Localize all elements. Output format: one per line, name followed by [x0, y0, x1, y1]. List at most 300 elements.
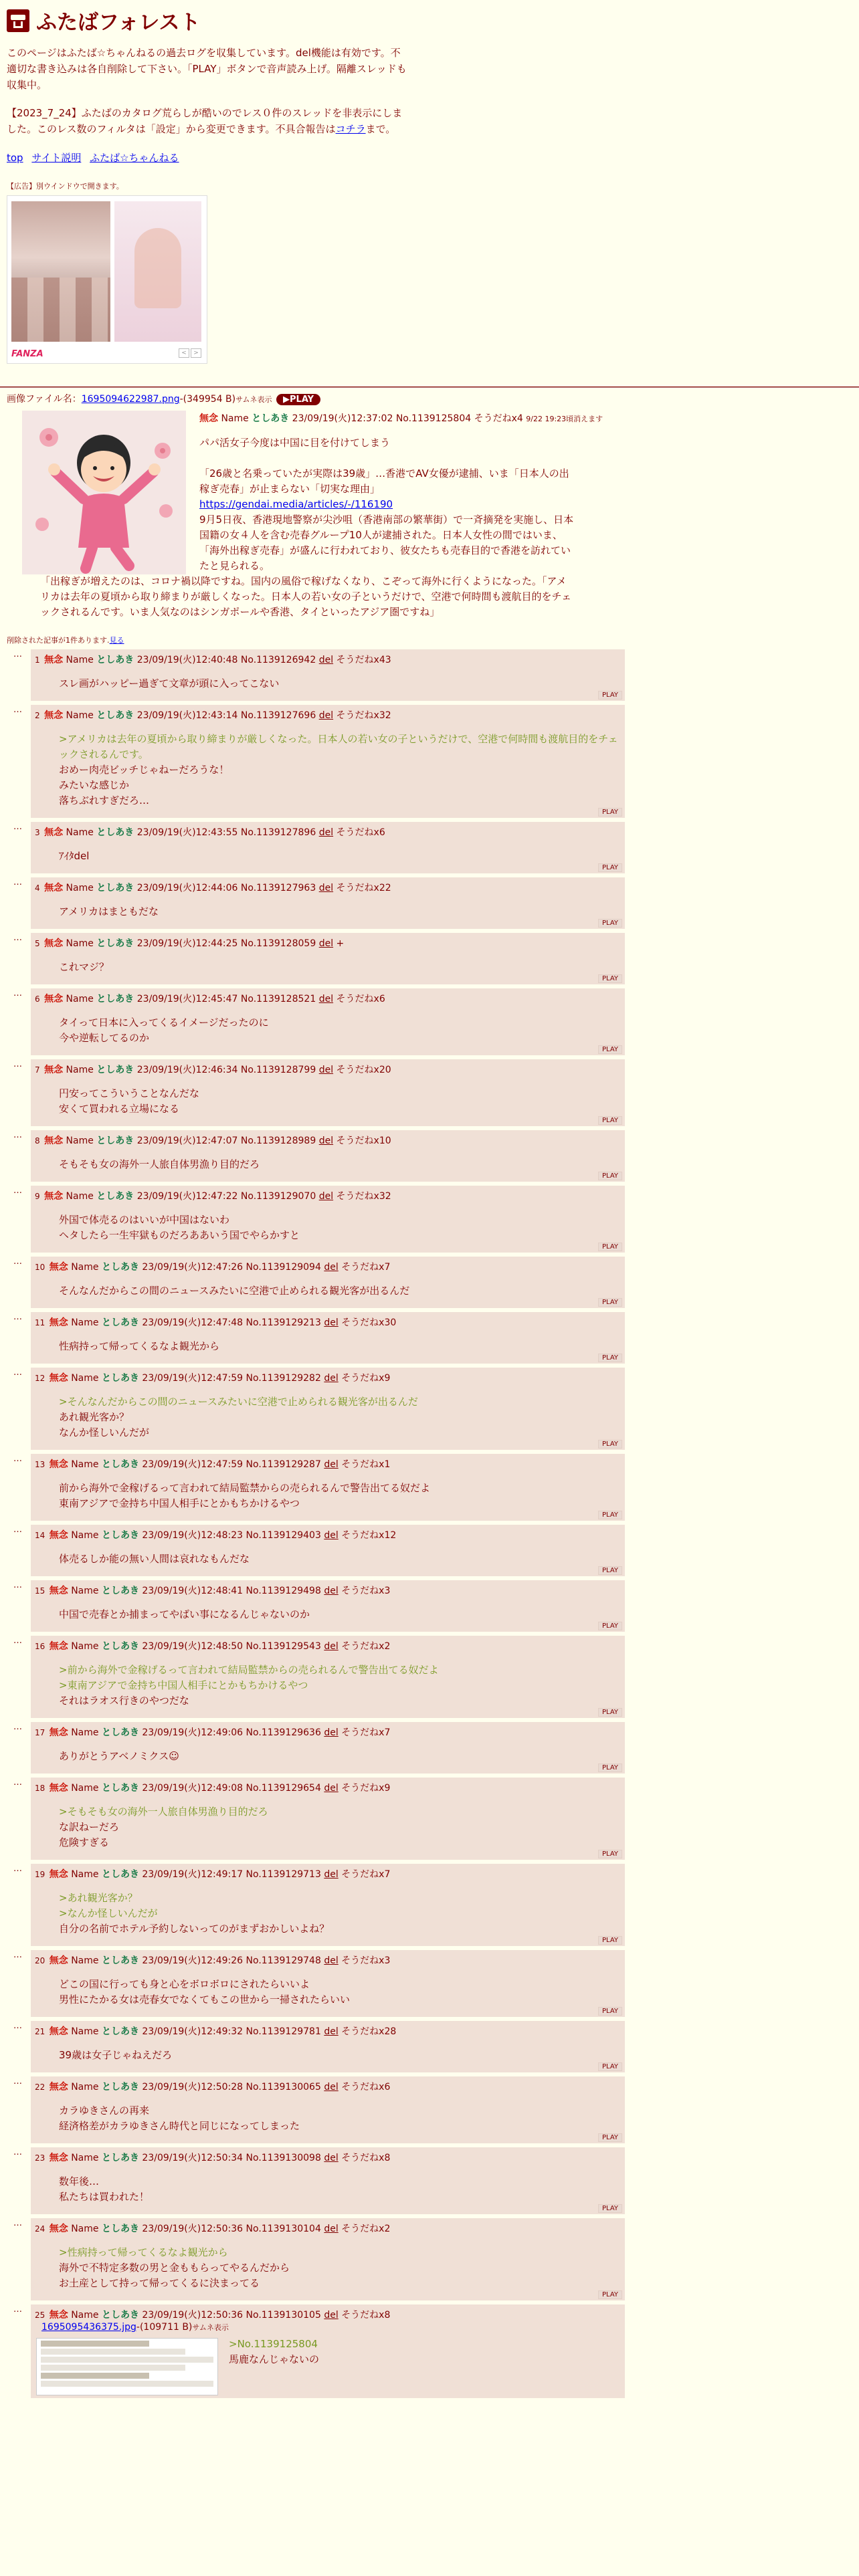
- body-line: 自分の名前でホテル予約しないってのがまずおかしいよね？: [59, 1923, 330, 1935]
- reply-meta: 9 無念 Name としあき 23/09/19(火)12:47:22 No.1139129070 del そうだねx32: [35, 1191, 391, 1202]
- body-line: 男性にたかる女は売春女でなくてもこの世から一掃されたらいい: [59, 1994, 351, 2006]
- reply-meta: 18 無念 Name としあき 23/09/19(火)12:49:08 No.1139129654 del そうだねx9: [35, 1783, 391, 1794]
- body-line: ｱｲﾀdel: [59, 850, 90, 862]
- soudane[interactable]: そうだねx3: [341, 1586, 391, 1596]
- reply-list: [7, 649, 852, 2300]
- soudane[interactable]: そうだねx28: [341, 2026, 397, 2037]
- reply-body: [59, 2174, 621, 2205]
- nav-about-link[interactable]: サイト説明: [31, 152, 82, 164]
- del-link[interactable]: del: [324, 1955, 339, 1966]
- reply-number: No.1139129403: [246, 1530, 321, 1541]
- reply-20: [13, 1950, 625, 2017]
- op-expiry: 9/22 19:23頃消えます: [526, 415, 603, 423]
- reply-menu-icon[interactable]: …: [13, 1722, 23, 1732]
- play-button[interactable]: PLAY: [598, 2007, 622, 2016]
- reply-body: [59, 732, 621, 809]
- body-line: 円安ってこういうことなんだな: [59, 1087, 200, 1099]
- op-body-continued: 「出稼ぎが増えたのは、コロナ禍以降ですね。国内の風俗で稼げなくなり、こぞって海外に行くようになった。「アメリカは去年の夏頃から取り締まりが厳しくなった。日本人の若い女の子というだけで、空港で何時間も渡航目的をチェックされるんです。いま人気なのはシンガポールや香港、タイといったアジア圏ですね」: [40, 575, 572, 618]
- ad-cover-image: [11, 201, 110, 342]
- site-notice: 【2023_7_24】ふたばのカタログ荒らしが酷いのでレス０件のスレッドを非表示にしました。このレス数のフィルタは「設定」から変更できます。不具合報告はコチラまで。: [7, 107, 403, 135]
- del-link[interactable]: del: [318, 1065, 334, 1075]
- del-link[interactable]: del: [324, 2153, 339, 2163]
- op-number: No.1139125804: [395, 413, 472, 424]
- reply-21: [13, 2021, 625, 2072]
- del-link[interactable]: del: [324, 2224, 339, 2234]
- reply-body: [59, 904, 621, 920]
- reply-number: No.1139130104: [246, 2224, 321, 2234]
- reply-25: [13, 2304, 625, 2398]
- ad-brand-logo: FANZA: [11, 349, 43, 359]
- deleted-note: 削除された記事が1件あります.見る: [7, 636, 124, 645]
- reply-number: No.1139128059: [240, 938, 316, 949]
- del-link[interactable]: del: [318, 938, 334, 949]
- reply-body: [59, 1749, 621, 1764]
- reply-meta: 21 無念 Name としあき 23/09/19(火)12:49:32 No.1139129781 del そうだねx28: [35, 2026, 397, 2037]
- reply-meta: 15 無念 Name としあき 23/09/19(火)12:48:41 No.1139129498 del そうだねx3: [35, 1586, 391, 1596]
- reply-datetime: 23/09/19(火)12:46:34: [136, 1065, 238, 1075]
- reply-18: [13, 1778, 625, 1860]
- del-link[interactable]: del: [318, 1136, 334, 1146]
- show-deleted-link[interactable]: 見る: [109, 636, 124, 645]
- reply-number: No.1139129213: [246, 1317, 321, 1328]
- op-article-link[interactable]: https://gendai.media/articles/-/116190: [199, 498, 393, 510]
- reply-thumbnail[interactable]: [36, 2338, 218, 2395]
- reply-datetime: 23/09/19(火)12:47:22: [136, 1191, 238, 1202]
- reply-body: [59, 1212, 621, 1243]
- reply-datetime: 23/09/19(火)12:48:50: [142, 1641, 244, 1652]
- play-button[interactable]: PLAY: [598, 1116, 622, 1125]
- reply-number: No.1139129094: [246, 1262, 321, 1273]
- reply-body: [59, 1157, 621, 1172]
- reply-number: No.1139130065: [246, 2082, 321, 2092]
- reply-menu-icon[interactable]: …: [13, 1525, 23, 1535]
- ad-label: 【広告】別ウインドウで開きます。: [7, 182, 124, 191]
- quote-line: >性病持って帰ってくるなよ観光から: [59, 2246, 228, 2258]
- body-line: 中国で売春とか捕まってやばい事になるんじゃないのか: [59, 1608, 310, 1620]
- play-button[interactable]: PLAY: [598, 1243, 622, 1251]
- reply-10: [13, 1257, 625, 1308]
- op-play-button[interactable]: ▶PLAY: [276, 394, 320, 405]
- reply-number: No.1139129654: [246, 1783, 321, 1794]
- del-link[interactable]: del: [318, 883, 334, 893]
- reply-body: [59, 1086, 621, 1117]
- reply-meta: 2 無念 Name としあき 23/09/19(火)12:43:14 No.1139127696 del そうだねx32: [35, 710, 391, 721]
- reply-number: No.1139127896: [240, 827, 316, 838]
- site-title: [7, 5, 852, 35]
- reply-number: No.1139130098: [246, 2153, 321, 2163]
- nav-top-link[interactable]: top: [7, 152, 23, 164]
- ad-next-icon[interactable]: >: [191, 348, 201, 358]
- reply-meta: 25 無念 Name としあき 23/09/19(火)12:50:36 No.1139130105 del そうだねx8: [35, 2310, 391, 2321]
- site-logo-icon: [7, 9, 29, 32]
- reply-meta: 17 無念 Name としあき 23/09/19(火)12:49:06 No.1139129636 del そうだねx7: [35, 1727, 391, 1738]
- del-link[interactable]: del: [324, 2082, 339, 2092]
- soudane[interactable]: そうだねx2: [341, 2224, 391, 2234]
- body-line: 経済格差がカラゆきさん時代と同じになってしまった: [59, 2120, 300, 2132]
- body-line: カラゆきさんの再来: [59, 2105, 150, 2117]
- del-link[interactable]: del: [324, 1262, 339, 1273]
- reply-number: No.1139129781: [246, 2026, 321, 2037]
- reply-menu-icon[interactable]: …: [13, 1130, 23, 1140]
- reply-datetime: 23/09/19(火)12:50:28: [142, 2082, 244, 2092]
- soudane[interactable]: そうだねx43: [336, 655, 391, 665]
- soudane[interactable]: そうだねx6: [336, 827, 385, 838]
- reply-meta: 6 無念 Name としあき 23/09/19(火)12:45:47 No.1139128521 del そうだねx6: [35, 994, 385, 1004]
- soudane[interactable]: そうだねx3: [341, 1955, 391, 1966]
- reply-datetime: 23/09/19(火)12:47:59: [142, 1459, 244, 1470]
- del-link[interactable]: del: [318, 827, 334, 838]
- play-button[interactable]: PLAY: [598, 1763, 622, 1772]
- reply-body: [59, 960, 621, 975]
- play-button[interactable]: PLAY: [598, 1850, 622, 1858]
- body-line: な訳ねーだろ: [59, 1821, 120, 1833]
- reply-body: [59, 2048, 621, 2063]
- body-line: 私たちは買われた！: [59, 2191, 150, 2203]
- reply-menu-icon[interactable]: …: [13, 705, 23, 715]
- body-line: 体売るしか能の無い人間は哀れなもんだな: [59, 1553, 250, 1565]
- reply-meta: 22 無念 Name としあき 23/09/19(火)12:50:28 No.1139130065 del そうだねx6: [35, 2082, 391, 2092]
- body-line: 外国で体売るのはいいが中国はないわ: [59, 1214, 230, 1226]
- soudane[interactable]: そうだねx6: [341, 2082, 391, 2092]
- del-link[interactable]: del: [318, 994, 334, 1004]
- reply-datetime: 23/09/19(火)12:44:06: [136, 883, 238, 893]
- body-line: そんなんだからこの間のニュースみたいに空港で止められる観光客が出るんだ: [59, 1285, 410, 1297]
- play-button[interactable]: PLAY: [598, 1936, 622, 1945]
- play-button[interactable]: PLAY: [598, 1440, 622, 1448]
- body-line: 性病持って帰ってくるなよ観光から: [59, 1340, 220, 1352]
- op-thumbnail[interactable]: [22, 411, 186, 574]
- del-link[interactable]: del: [324, 1641, 339, 1652]
- body-line: タイって日本に入ってくるイメージだったのに: [59, 1016, 269, 1029]
- reply-meta: 19 無念 Name としあき 23/09/19(火)12:49:17 No.1139129713 del そうだねx7: [35, 1869, 391, 1880]
- reply-meta: 16 無念 Name としあき 23/09/19(火)12:48:50 No.1139129543 del そうだねx2: [35, 1641, 391, 1652]
- reply-7: [13, 1059, 625, 1126]
- body-line: 安くて買われる立場になる: [59, 1103, 180, 1115]
- op-datetime: 23/09/19(火)12:37:02: [292, 413, 393, 424]
- reply-meta: 14 無念 Name としあき 23/09/19(火)12:48:23 No.1139129403 del そうだねx12: [35, 1530, 397, 1541]
- del-link[interactable]: del: [324, 2026, 339, 2037]
- soudane[interactable]: そうだねx6: [336, 994, 385, 1004]
- reply-datetime: 23/09/19(火)12:50:34: [142, 2153, 244, 2163]
- reply-meta: 7 無念 Name としあき 23/09/19(火)12:46:34 No.1139128799 del そうだねx20: [35, 1065, 391, 1075]
- reply-4: [13, 877, 625, 929]
- reply-menu-icon[interactable]: …: [13, 1186, 23, 1196]
- body-line: 落ちぶれすぎだろ…: [59, 794, 150, 807]
- play-button[interactable]: PLAY: [598, 974, 622, 983]
- soudane[interactable]: そうだねx1: [341, 1459, 391, 1470]
- reply-menu-icon[interactable]: …: [13, 1778, 23, 1788]
- reply-menu-icon[interactable]: …: [13, 933, 23, 943]
- reply-body: [59, 1662, 621, 1709]
- thread: [0, 392, 859, 2398]
- reply-number: No.1139129498: [246, 1586, 321, 1596]
- play-button[interactable]: PLAY: [598, 2290, 622, 2299]
- reply-meta: 13 無念 Name としあき 23/09/19(火)12:47:59 No.1139129287 del そうだねx1: [35, 1459, 391, 1470]
- reply-5: [13, 933, 625, 984]
- del-link[interactable]: del: [324, 1459, 339, 1470]
- del-link[interactable]: del: [324, 1317, 339, 1328]
- quote-line: >そんなんだからこの間のニュースみたいに空港で止められる観光客が出るんだ: [59, 1396, 418, 1408]
- reply-datetime: 23/09/19(火)12:47:26: [142, 1262, 244, 1273]
- reply-menu-icon[interactable]: …: [13, 649, 23, 659]
- cheerful-person-illustration: [22, 411, 186, 574]
- header-separator: [0, 387, 859, 388]
- reply-datetime: 23/09/19(火)12:47:59: [142, 1373, 244, 1384]
- quote-line: >前から海外で金稼げるって言われて結局監禁からの売られるんで警告出てる奴だよ: [59, 1664, 439, 1676]
- body-line: みたいな感じか: [59, 779, 130, 791]
- reply-datetime: 23/09/19(火)12:49:32: [142, 2026, 244, 2037]
- reply-datetime: 23/09/19(火)12:47:07: [136, 1136, 238, 1146]
- reply-body: [59, 2103, 621, 2134]
- body-line: それはラオス行きのやつだな: [59, 1695, 189, 1707]
- ad-prev-icon[interactable]: <: [179, 348, 189, 358]
- op-meta: 無念 Name としあき 23/09/19(火)12:37:02 No.1139125804 そうだねx4 9/22 19:23頃消えます: [199, 413, 603, 424]
- op-soudane[interactable]: そうだねx4: [474, 413, 523, 424]
- play-button[interactable]: PLAY: [598, 691, 622, 700]
- reply-menu-icon[interactable]: …: [13, 1368, 23, 1378]
- reply-datetime: 23/09/19(火)12:49:26: [142, 1955, 244, 1966]
- body-line: アメリカはまともだな: [59, 905, 159, 918]
- reply-22: [13, 2076, 625, 2143]
- reply-1: [13, 649, 625, 701]
- reply-number: No.1139129287: [246, 1459, 321, 1470]
- reply-meta: 8 無念 Name としあき 23/09/19(火)12:47:07 No.1139128989 del そうだねx10: [35, 1136, 391, 1146]
- body-line: あれ観光客か？: [59, 1411, 130, 1423]
- reply-menu-icon[interactable]: …: [13, 2021, 23, 2031]
- ad-banner[interactable]: [7, 195, 207, 364]
- site-intro: このページはふたば☆ちゃんねるの過去ログを収集しています。del機能は有効です。不適切な書き込みは各自削除して下さい。「PLAY」ボタンで音声読み上げ。隔離スレッドも収集中。: [7, 47, 407, 91]
- soudane[interactable]: そうだねx32: [336, 710, 391, 721]
- ad-nav: [179, 348, 201, 358]
- body-line: 39歳は女子じゃねえだろ: [59, 2049, 173, 2061]
- del-link[interactable]: del: [318, 710, 334, 721]
- play-button[interactable]: PLAY: [598, 919, 622, 928]
- play-button[interactable]: PLAY: [598, 1708, 622, 1717]
- soudane[interactable]: そうだねx8: [341, 2153, 391, 2163]
- reply-body: [59, 1394, 621, 1440]
- reply-17: [13, 1722, 625, 1774]
- reply-24: [13, 2218, 625, 2300]
- quote-line: >あれ観光客か？: [59, 1892, 138, 1904]
- play-button[interactable]: PLAY: [598, 1172, 622, 1180]
- quote-line: >そもそも女の海外一人旅自体男漁り目的だろ: [59, 1806, 268, 1818]
- reply-meta: 5 無念 Name としあき 23/09/19(火)12:44:25 No.1139128059 del +: [35, 938, 345, 949]
- soudane[interactable]: そうだねx10: [336, 1136, 391, 1146]
- reply-9: [13, 1186, 625, 1253]
- reply-body: [59, 676, 621, 691]
- body-line: おめー肉売ビッチじゃねーだろうな！: [59, 764, 229, 776]
- reply-menu-icon[interactable]: …: [13, 1636, 23, 1646]
- reply-16: [13, 1636, 625, 1718]
- play-button[interactable]: PLAY: [598, 2204, 622, 2213]
- reply-body: [59, 1977, 621, 2008]
- body-line: スレ画がハッピー過ぎて文章が頭に入ってこない: [59, 677, 280, 689]
- body-line: 今や逆転してるのか: [59, 1032, 150, 1044]
- soudane[interactable]: そうだねx9: [341, 1783, 391, 1794]
- play-button[interactable]: PLAY: [598, 808, 622, 817]
- body-line: ヘタしたら一生牢獄ものだろああいう国でやらかすと: [59, 1229, 300, 1241]
- play-button[interactable]: PLAY: [598, 1045, 622, 1054]
- reply-meta: 4 無念 Name としあき 23/09/19(火)12:44:06 No.1139127963 del そうだねx22: [35, 883, 391, 893]
- reply-body: [59, 1804, 621, 1850]
- play-button[interactable]: PLAY: [598, 1298, 622, 1307]
- bug-report-link[interactable]: コチラ: [335, 123, 366, 135]
- play-button[interactable]: PLAY: [598, 863, 622, 872]
- reply-body: [59, 1339, 621, 1354]
- reply-menu-icon[interactable]: …: [13, 2304, 23, 2315]
- reply-3: [13, 822, 625, 873]
- body-line: そもそも女の海外一人旅自体男漁り目的だろ: [59, 1158, 260, 1170]
- reply-13: [13, 1454, 625, 1521]
- reply-menu-icon[interactable]: …: [13, 1864, 23, 1874]
- reply-body: >No.1139125804 馬鹿なんじゃないの: [229, 2338, 320, 2365]
- reply-menu-icon[interactable]: …: [13, 2218, 23, 2228]
- reply-datetime: 23/09/19(火)12:50:36: [142, 2224, 244, 2234]
- op-file-line: 画像ファイル名：1695094622987.png-(349954 B)サムネ表示 ▶PLAY: [7, 392, 852, 405]
- del-link[interactable]: del: [324, 1530, 339, 1541]
- nav-futaba-link[interactable]: ふたば☆ちゃんねる: [90, 152, 179, 164]
- soudane[interactable]: そうだねx20: [336, 1065, 391, 1075]
- op-subject: 無念: [199, 413, 218, 424]
- reply-8: [13, 1130, 625, 1182]
- reply-datetime: 23/09/19(火)12:40:48: [136, 655, 238, 665]
- soudane[interactable]: +: [336, 938, 345, 949]
- del-link[interactable]: del: [324, 2310, 339, 2321]
- reply-menu-icon[interactable]: …: [13, 877, 23, 887]
- reply-11: [13, 1312, 625, 1364]
- reply-number: No.1139126942: [240, 655, 316, 665]
- reply-meta: 11 無念 Name としあき 23/09/19(火)12:47:48 No.1139129213 del そうだねx30: [35, 1317, 397, 1328]
- del-link[interactable]: del: [324, 1783, 339, 1794]
- reply-datetime: 23/09/19(火)12:45:47: [136, 994, 238, 1004]
- reply-menu-icon[interactable]: …: [13, 2147, 23, 2157]
- reply-datetime: 23/09/19(火)12:43:55: [136, 827, 238, 838]
- body-line: ありがとうアベノミクス☺: [59, 1750, 179, 1762]
- soudane[interactable]: そうだねx30: [341, 1317, 397, 1328]
- reply-file-line: 1695095436375.jpg-(109711 B)サムネ表示: [41, 2322, 229, 2333]
- reply-number: No.1139129748: [246, 1955, 321, 1966]
- reply-19: [13, 1864, 625, 1946]
- reply-meta: 12 無念 Name としあき 23/09/19(火)12:47:59 No.1139129282 del そうだねx9: [35, 1373, 391, 1384]
- reply-body: [59, 849, 621, 864]
- reply-menu-icon[interactable]: …: [13, 1059, 23, 1069]
- reply-body: [59, 2245, 621, 2291]
- reply-file-link[interactable]: 1695095436375.jpg: [41, 2322, 136, 2333]
- del-link[interactable]: del: [324, 1586, 339, 1596]
- play-button[interactable]: PLAY: [598, 1566, 622, 1575]
- reply-menu-icon[interactable]: …: [13, 1257, 23, 1267]
- soudane[interactable]: そうだねx8: [341, 2310, 391, 2321]
- op-post: [199, 408, 852, 574]
- reply-6: [13, 988, 625, 1055]
- quote-line: >なんか怪しいんだが: [59, 1907, 158, 1919]
- reply-menu-icon[interactable]: …: [13, 1454, 23, 1464]
- reply-meta: 20 無念 Name としあき 23/09/19(火)12:49:26 No.1139129748 del そうだねx3: [35, 1955, 391, 1966]
- reply-body: [59, 1607, 621, 1622]
- reply-body: [59, 1891, 621, 1937]
- reply-14: [13, 1525, 625, 1576]
- reply-datetime: 23/09/19(火)12:48:41: [142, 1586, 244, 1596]
- body-line: お土産として持って帰ってくるに決まってる: [59, 2277, 260, 2289]
- reply-meta: 24 無念 Name としあき 23/09/19(火)12:50:36 No.1139130104 del そうだねx2: [35, 2224, 391, 2234]
- soudane[interactable]: そうだねx2: [341, 1641, 391, 1652]
- reply-menu-icon[interactable]: …: [13, 1312, 23, 1322]
- reply-menu-icon[interactable]: …: [13, 988, 23, 998]
- reply-number: No.1139129713: [246, 1869, 321, 1880]
- site-header: [0, 0, 859, 364]
- op-file-link[interactable]: 1695094622987.png: [81, 394, 180, 405]
- reply-body: [59, 1481, 621, 1511]
- reply-menu-icon[interactable]: …: [13, 2076, 23, 2086]
- reply-number: No.1139129543: [246, 1641, 321, 1652]
- reply-menu-icon[interactable]: …: [13, 1950, 23, 1960]
- reply-datetime: 23/09/19(火)12:49:06: [142, 1727, 244, 1738]
- reply-15: [13, 1580, 625, 1632]
- soudane[interactable]: そうだねx7: [341, 1262, 391, 1273]
- play-button[interactable]: PLAY: [598, 1622, 622, 1630]
- reply-datetime: 23/09/19(火)12:49:08: [142, 1783, 244, 1794]
- reply-12: [13, 1368, 625, 1450]
- del-link[interactable]: del: [318, 1191, 334, 1202]
- quote-line: >アメリカは去年の夏頃から取り締まりが厳しくなった。日本人の若い女の子というだけで、空港で何時間も渡航目的をチェックされるんです。: [59, 733, 618, 760]
- body-line: なんか怪しいんだが: [59, 1426, 150, 1438]
- del-link[interactable]: del: [318, 655, 334, 665]
- del-link[interactable]: del: [324, 1727, 339, 1738]
- reply-datetime: 23/09/19(火)12:49:17: [142, 1869, 244, 1880]
- reply-number: No.1139127963: [240, 883, 316, 893]
- body-line: 数年後…: [59, 2175, 100, 2187]
- del-link[interactable]: del: [324, 1869, 339, 1880]
- reply-meta: 10 無念 Name としあき 23/09/19(火)12:47:26 No.1139129094 del そうだねx7: [35, 1262, 391, 1273]
- reply-meta: 23 無念 Name としあき 23/09/19(火)12:50:34 No.1139130098 del そうだねx8: [35, 2153, 391, 2163]
- soudane[interactable]: そうだねx9: [341, 1373, 391, 1384]
- body-line: 危険すぎる: [59, 1836, 110, 1848]
- play-button[interactable]: PLAY: [598, 2062, 622, 2071]
- quote-line: >東南アジアで金持ち中国人相手にとかもちかけるやつ: [59, 1679, 308, 1691]
- reply-number: No.1139128989: [240, 1136, 316, 1146]
- site-title-text: ふたばフォレスト: [36, 11, 201, 35]
- nav-links: [7, 150, 852, 165]
- op-body: パパ活女子今度は中国に目を付けてしまう 「26歳と名乗っていたが実際は39歳」…香港でAV女優が逮捕、いま「日本人の出稼ぎ売春」が止まらない「切実な理由」 https://gendai.media/articles/-/116190 9月5日夜、香港現地警察が尖沙咀（香港南部の繁華街）で一斉摘発を実施し、日本国籍の女４人を含む売春グループ10人が逮捕された。日本人女性の間ではいま、「海外出稼ぎ売春」が盛んに行われており、彼女たちも売春目的で香港を訪れていたと見られる。: [199, 437, 574, 572]
- play-button[interactable]: PLAY: [598, 2133, 622, 2142]
- soudane[interactable]: そうだねx22: [336, 883, 391, 893]
- reply-number: No.1139129282: [246, 1373, 321, 1384]
- play-button[interactable]: PLAY: [598, 1354, 622, 1362]
- soudane[interactable]: そうだねx7: [341, 1869, 391, 1880]
- body-line: どこの国に行っても身と心をボロボロにされたらいいよ: [59, 1978, 310, 1990]
- reply-datetime: 23/09/19(火)12:48:23: [142, 1530, 244, 1541]
- reply-menu-icon[interactable]: …: [13, 822, 23, 832]
- reply-datetime: 23/09/19(火)12:43:14: [136, 710, 238, 721]
- soudane[interactable]: そうだねx7: [341, 1727, 391, 1738]
- del-link[interactable]: del: [324, 1373, 339, 1384]
- ad-side-image: [114, 201, 201, 342]
- reply-menu-icon[interactable]: …: [13, 1580, 23, 1590]
- reply-number: No.1139128799: [240, 1065, 316, 1075]
- reply-number: No.1139127696: [240, 710, 316, 721]
- body-line: 前から海外で金稼げるって言われて結局監禁からの売られるんで警告出てる奴だよ: [59, 1482, 431, 1494]
- reply-number: No.1139128521: [240, 994, 316, 1004]
- reply-datetime: 23/09/19(火)12:47:48: [142, 1317, 244, 1328]
- soudane[interactable]: そうだねx32: [336, 1191, 391, 1202]
- reply-meta: 1 無念 Name としあき 23/09/19(火)12:40:48 No.1139126942 del そうだねx43: [35, 655, 391, 665]
- reply-body: [59, 1015, 621, 1046]
- play-button[interactable]: PLAY: [598, 1511, 622, 1519]
- soudane[interactable]: そうだねx12: [341, 1530, 397, 1541]
- body-line: 東南アジアで金持ち中国人相手にとかもちかけるやつ: [59, 1497, 300, 1509]
- reply-number: No.1139129636: [246, 1727, 321, 1738]
- body-line: 海外で不特定多数の男と金ももらってやるんだから: [59, 2262, 290, 2274]
